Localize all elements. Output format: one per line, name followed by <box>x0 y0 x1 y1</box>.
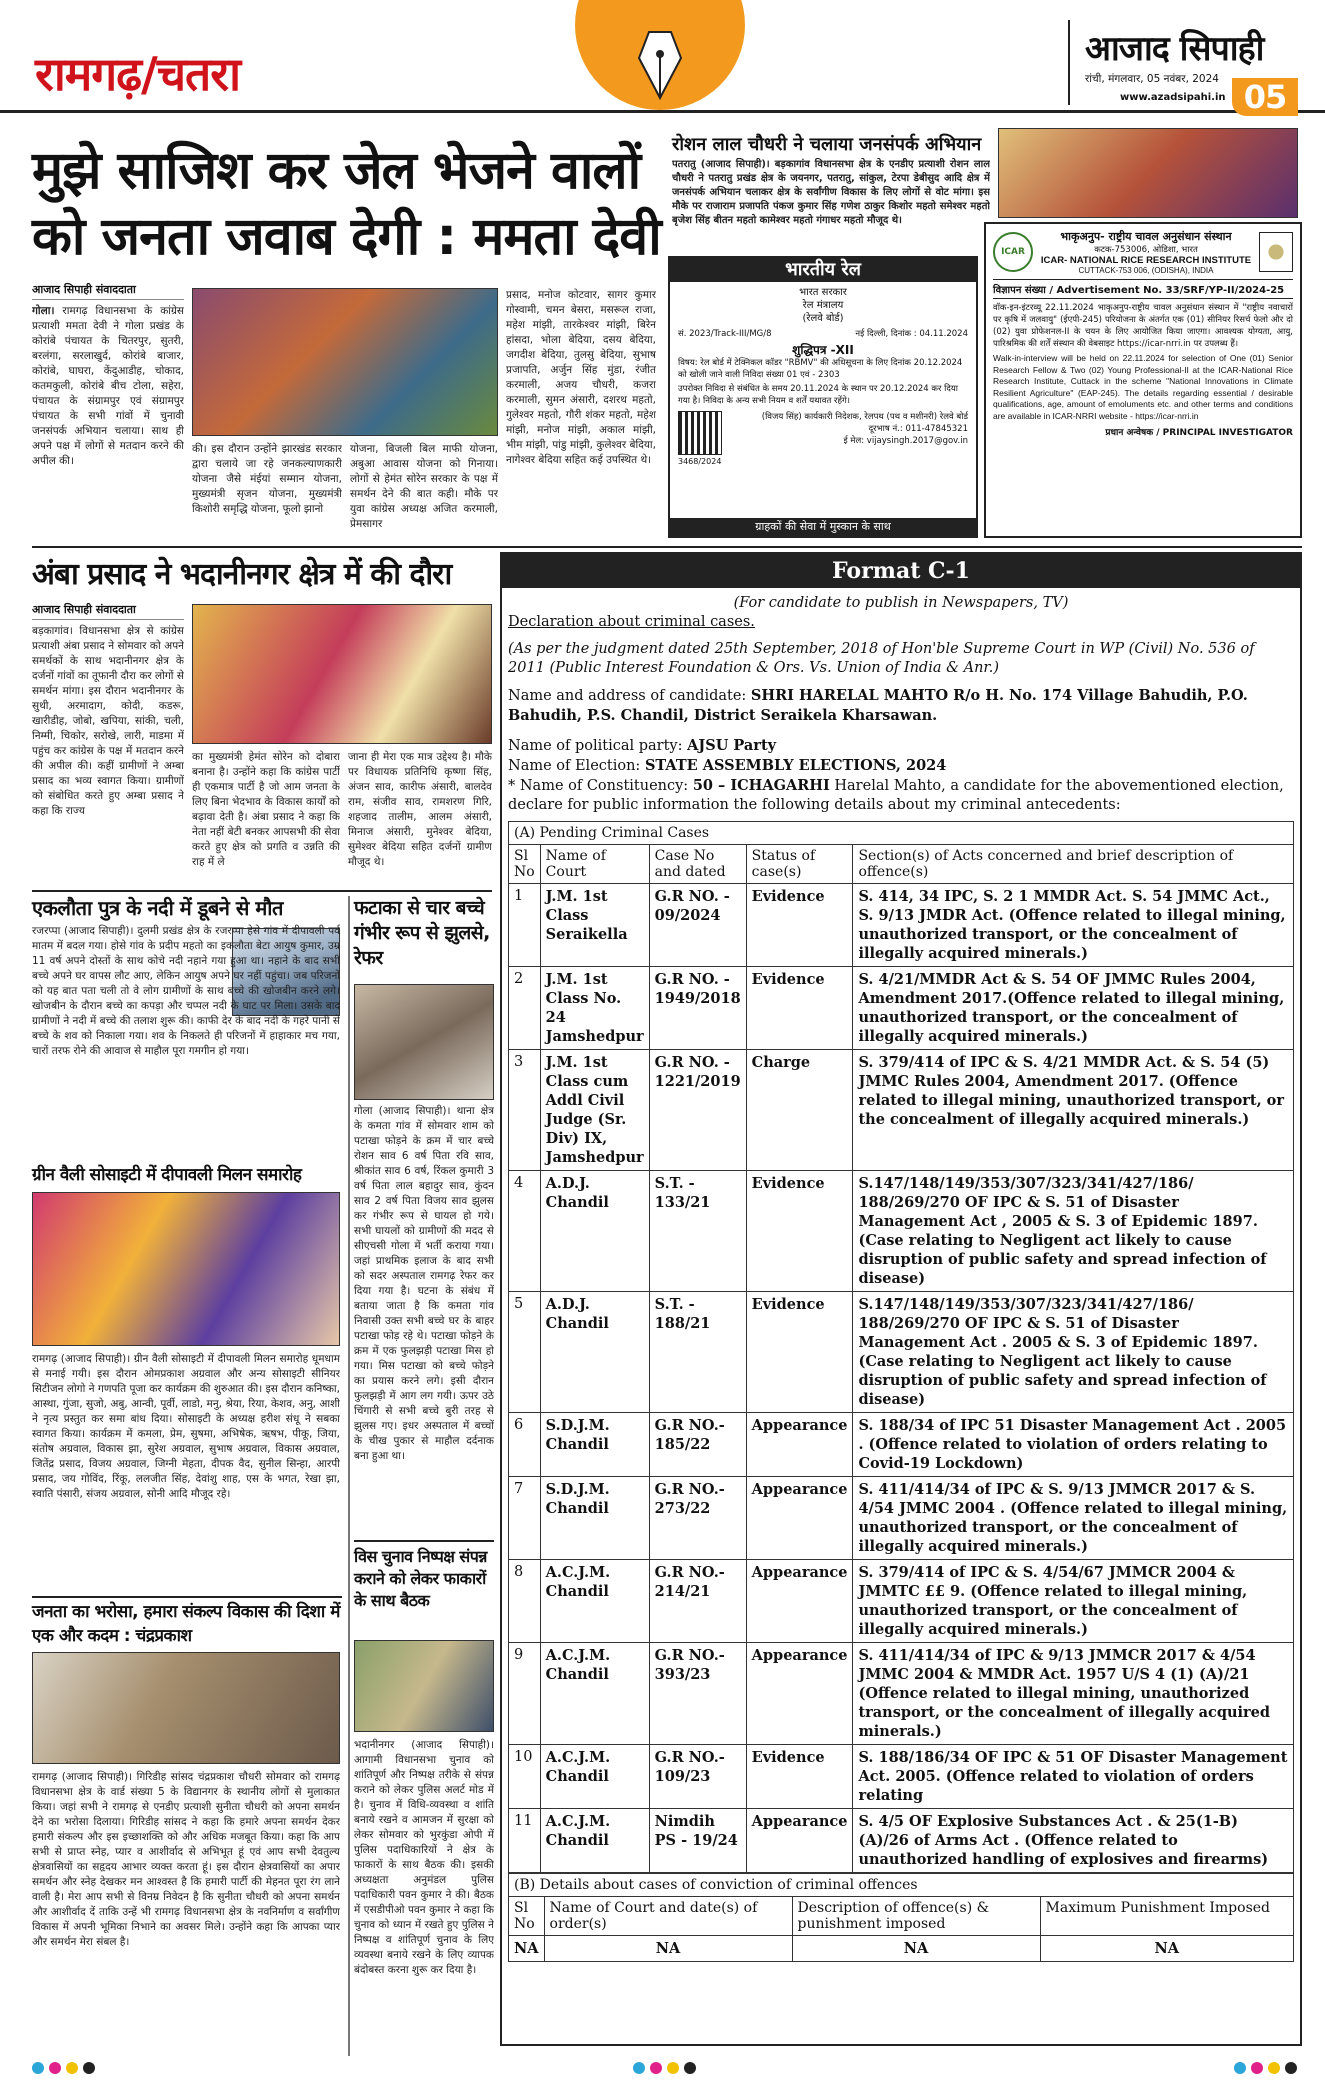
cell-sl: 1 <box>509 884 541 967</box>
story1-col-b: की। इस दौरान उन्होंने झारखंड सरकार द्वारा चलाये जा रहे जनकल्याणकारी योजना जैसे मंईयां सम्मान योजना, मुख्यमंत्री सृजन योजना, मुख्यमंत्री किशोरी समृद्धि योजना, फूलो झानो <box>192 443 342 515</box>
story1-photo <box>192 288 498 436</box>
green-headline: ग्रीन वैली सोसाइटी में दीपावली मिलन समारोह <box>32 1165 302 1185</box>
amba-col-b: का मुख्यमंत्री हेमंत सोरेन को दोबारा बनाना है। उन्होंने कहा कि कांग्रेस पार्टी ही एकमात्र पार्टी है जो आम जनता के लिए बिना भेदभाव के विकास कार्यों को बढ़ावा देती है। अंबा प्रसाद ने कहा कि नेता नहीं बेटी बनकर आपसभी की सेवा करते हुए क्षेत्र को प्रगति व उन्नति की राह में ले <box>192 751 340 868</box>
header-case: Case No and dated <box>649 845 746 884</box>
table-row <box>509 1809 1294 1873</box>
format-c1-title: Format C-1 <box>502 554 1300 588</box>
constituency-row <box>508 776 1294 815</box>
table-row <box>509 1171 1294 1292</box>
section-b-label: (B) Details about cases of conviction of criminal offences <box>509 1874 1294 1897</box>
cell-sl: 5 <box>509 1292 541 1413</box>
table-row <box>509 1477 1294 1560</box>
rail-ad-date: नई दिल्ली, दिनांक : 04.11.2024 <box>855 329 968 339</box>
election-label: Name of Election: <box>508 758 641 774</box>
chandra-headline: जनता का भरोसा, हमारा संकल्प विकास की दिशा में एक और कदम : चंद्रप्रकाश <box>32 1602 340 1646</box>
cell-sections: S. 188/186/34 OF IPC & 51 OF Disaster Management Act. 2005. (Offence related to violation of orders relating <box>853 1745 1294 1809</box>
color-dot <box>1268 2062 1280 2074</box>
cell-sl: 11 <box>509 1809 541 1873</box>
story1-byline: आजाद सिपाही संवाददाता <box>32 282 184 300</box>
cell-court: A.D.J. Chandil <box>540 1292 649 1413</box>
col-rule <box>32 890 492 892</box>
cell-case: S.T. - 188/21 <box>649 1292 746 1413</box>
cell-court: J.M. 1st Class Seraikella <box>540 884 649 967</box>
dateline: रांची, मंगलवार, 05 नवंबर, 2024 <box>1085 73 1219 85</box>
color-dot <box>633 2062 645 2074</box>
rail-ad-footer: ग्राहकों की सेवा में मुस्कान के साथ <box>670 518 976 536</box>
story1-col-a <box>32 304 184 564</box>
cell-sections: S. 414, 34 IPC, S. 2 1 MMDR Act. S. 54 JMMC Act., S. 9/13 JMDR Act. (Offence related to illegal mining, unauthorized transport, or the concealment of illegally acquired minerals.) <box>853 884 1294 967</box>
color-dot <box>83 2062 95 2074</box>
rail-ad-note: उपरोक्त निविदा से संबंधित के समय 20.11.2024 के स्थान पर 20.12.2024 कर दिया गया है। निविदा के अन्य सभी नियम व शर्तें यथावत रहेंगे। <box>678 384 958 406</box>
color-dots-left <box>32 2059 100 2078</box>
fire-headline: फटाका से चार बच्चे गंभीर रूप से झुलसे, रेफर <box>354 897 490 969</box>
color-dot <box>667 2062 679 2074</box>
cell-sl: 9 <box>509 1643 541 1745</box>
cell-sections: S. 4/21/MMDR Act & S. 54 OF JMMC Rules 2004, Amendment 2017.(Offence related to illegal mining, unauthorized transport, or the concealment of illegally acquired minerals.) <box>853 967 1294 1050</box>
icar-advertisement: विज्ञापन संख्या / Advertisement No. 33/SRF/YP-II/2024-25 <box>993 279 1293 299</box>
icar-hindi-name: भाकृअनुप- राष्ट्रीय चावल अनुसंधान संस्थान <box>1060 230 1232 243</box>
icar-english-address: CUTTACK-753 006, (ODISHA), INDIA <box>1078 266 1214 275</box>
rail-ad-signatory: (विजय सिंह) कार्यकारी निदेशक, रेलपथ (पथ व मशीनरी) रेलवे बोर्ड <box>761 412 968 422</box>
party-row <box>508 736 1294 756</box>
b-cell-sl: NA <box>509 1936 545 1962</box>
amba-byline: आजाद सिपाही संवाददाता <box>32 602 184 620</box>
cell-sl: 8 <box>509 1560 541 1643</box>
pending-cases-header <box>509 845 1294 884</box>
cell-court: A.C.J.M. Chandil <box>540 1745 649 1809</box>
rail-ad-title: भारतीय रेल <box>670 258 976 282</box>
cell-status: Evidence <box>746 1171 853 1292</box>
section-a-label: (A) Pending Criminal Cases <box>509 822 1294 845</box>
cell-status: Evidence <box>746 1292 853 1413</box>
cell-status: Appearance <box>746 1477 853 1560</box>
table-row <box>509 1292 1294 1413</box>
conviction-header <box>509 1897 1294 1936</box>
story1-col-d: प्रसाद, मनोज कोटवार, सागर कुमार गोस्वामी, चमन बेसरा, मसरूल राजा, महेश मांझी, तारकेश्वर मांझी, बिरेन हांसदा, भोला बेदिया, दसय बेदिया, जगदीश बेदिया, तुलसु बेदिया, सुभाष प्रजापति, अर्जुन सिंह मुंडा, रंजीत करमाली, अजय चौधरी, कजरा करमाली, सुमन अंसारी, दशरथ महतो, गुलेश्वर महतो, गौरी शंकर महतो, महेश मांझी, मनोज मांझी, अकाल मांझी, भीम मांझी, पांडु मांझी, कुलेश्वर बेदिया, नागेश्वर बेदिया सहित कई उपस्थित थे। <box>506 289 656 466</box>
story1-body-a: रामगढ़ विधानसभा के कांग्रेस प्रत्याशी ममता देवी ने गोला प्रखंड के कोरांबे पंचायत के चितरपुर, सुतरी, बरलंगा, सरलाखुर्द, कोरांबे बाजार, कोरांबे, घाघरा, केंदुआडीह, चोकाद, कतमकुली, कोरांबे बीच टोला, सहेरा, पंचायत के संग्रामपुर एवं संग्रामपुर पंचायत के सभी गांवों में चुनावी जनसंपर्क अभियान चलाया। साथ ही अपने पक्ष में लोगों से मतदान करने की अपील की। <box>32 305 184 467</box>
chandra-body: रामगढ़ (आजाद सिपाही)। गिरिडीह सांसद चंद्रप्रकाश चौधरी सोमवार को रामगढ़ विधानसभा क्षेत्र के वार्ड संख्या 5 के विद्यानगर के स्थानीय लोगों से मुलाकात किया। जहां सभी ने रामगढ़ से एनडीए प्रत्याशी सुनीता चौधरी को अपना समर्थन देने का भरोसा दिलाया। गिरिडीह सांसद ने कहा कि हमारे अपना समर्थन देकर हमारी संकल्प और इस इच्छाशक्ति को और अधिक मजबूत किया। कहा कि आप सभी से प्राप्त स्नेह, प्यार व आशीर्वाद से अभिभूत हूं एवं आप सभी देवतुल्य क्षेत्रवासियों का सहृदय आभार व्यक्त करता हूं। इस दौरान क्षेत्रवासियों का अपार समर्थन और स्नेह देखकर मन आश्वस्त है कि हमारी पार्टी की मेहनत पूरा रंग लाने वाली है। मेरा आप सभी से विनम्र निवेदन है कि सुनीता चौधरी को अपना समर्थन और आशीर्वाद दें ताकि उन्हें भी रामगढ़ विधानसभा क्षेत्र के नवनिर्माण व सर्वांगीण विकास में अपनी भूमिका निभाने का अवसर मिले। उन्होंने कहा कि आपका प्यार और समर्थन मेरा संबल है। <box>32 1771 340 1948</box>
icar-english-body: Walk-in-interview will be held on 22.11.2024 for selection of One (01) Senior Research Fellow & Two (02) Young Professional-II at the ICAR-National Rice Research Institute, Cuttack in the scheme "National Innovations in Climate Resilient Agriculture" (EAP-245). The details regarding essential / desirable qualifications, age, amount of emoluments etc. and other terms and conditions are available in ICAR-NRRI website - https://icar-nrri.in <box>993 353 1293 421</box>
color-dot <box>684 2062 696 2074</box>
candidate-label: Name and address of candidate: <box>508 688 747 704</box>
cell-court: J.M. 1st Class cum Addl Civil Judge (Sr. Div) IX, Jamshedpur <box>540 1050 649 1171</box>
icar-logo: ICAR <box>993 232 1033 272</box>
story1-byline-block <box>32 282 184 564</box>
masthead-divider <box>1068 20 1070 105</box>
table-row <box>509 1050 1294 1171</box>
cell-case: G.R NO. - 09/2024 <box>649 884 746 967</box>
election-value: STATE ASSEMBLY ELECTIONS, 2024 <box>644 757 947 774</box>
cell-status: Evidence <box>746 884 853 967</box>
conviction-row <box>509 1936 1294 1962</box>
rice-emblem-icon <box>1259 232 1293 272</box>
color-dot <box>650 2062 662 2074</box>
table-row <box>509 1560 1294 1643</box>
rail-ad-body: विषय: रेल बोर्ड में टेक्निकल कॉडर "RBMV" की अधिसूचना के लिए दिनांक 20.12.2024 को खोली जाने वाली निविदा संख्या 01 एवं - 2303 <box>678 358 963 380</box>
format-c1-declaration: Declaration about criminal cases. <box>508 614 755 630</box>
amba-col-a: बड़कागांव। विधानसभा क्षेत्र से कांग्रेस प्रत्याशी अंबा प्रसाद ने सोमवार को अपने समर्थकों के साथ भदानीनगर क्षेत्र के दर्जनों गांवों का तूफानी दौरा कर लोगों से समर्थन मांगा। इस दौरान भदानीनगर के सुथी, अरमादाग, कोदी, कडरू, खारीडीह, जोबो, खपिया, सांकी, चली, निम्मी, चिकोर, सरोखे, लारी, माडमा में पहुंच कर कांग्रेस के पक्ष में मतदान करने की अपील की। कहीं ग्रामीणों ने अम्बा प्रसाद का भव्य स्वागत किया। ग्रामीणों को संबोधित करते हुए अम्बा प्रसाद ने कहा कि राज्य <box>32 625 184 817</box>
rail-ad-contact: दूरभाष नं.: 011-47845321 <box>868 424 968 434</box>
party-label: Name of political party: <box>508 738 683 754</box>
b-cell-description: NA <box>792 1936 1040 1962</box>
rail-ad-email: ई मेल: vijaysingh.2017@gov.in <box>843 436 968 446</box>
cell-case: G.R NO.- 273/22 <box>649 1477 746 1560</box>
cell-sections: S. 411/414/34 of IPC & 9/13 JMMCR 2017 & 4/54 JMMC 2004 & MMDR Act. 1957 U/S 4 (1) (A)/21 (Offence related to illegal mining, unauthorized transport, or the concealment of illegally acquired minerals.) <box>853 1643 1294 1745</box>
pending-cases-table <box>508 821 1294 1873</box>
amba-col-c: जाना ही मेरा एक मात्र उद्देश्य है। मौके पर विधायक प्रतिनिधि कृष्णा सिंह, अंजन साव, कारीफ अंसारी, बालदेव राम, संजीव साव, रामशरण गिरि, शहजाद तालीम, आलम अंसारी, मिनाज अंसारी, मुनेश्वर बेदिया, सुमेश्वर बेदिया सहित दर्जनों ग्रामीण मौजूद थे। <box>348 751 492 868</box>
roshan-headline: रोशन लाल चौधरी ने चलाया जनसंपर्क अभियान <box>672 134 982 155</box>
col-rule-3 <box>354 1540 494 1542</box>
table-row <box>509 884 1294 967</box>
table-row <box>509 1745 1294 1809</box>
cell-status: Appearance <box>746 1560 853 1643</box>
party-value: AJSU Party <box>687 737 777 754</box>
cell-case: G.R NO. - 1221/2019 <box>649 1050 746 1171</box>
amba-photo <box>192 604 492 744</box>
fire-body: गोला (आजाद सिपाही)। थाना क्षेत्र के कमता गांव में सोमवार शाम को पटाखा फोड़ने के क्रम में चार बच्चे रोशन साव 6 वर्ष पिता रवि साव, श्रीकांत साव 6 वर्ष, रिंकल कुमारी 3 वर्ष पिता लाल बहादुर साव, कुंदन साव 2 वर्ष पिता विजय साव झुलस कर गंभीर रूप से घायल हो गये। सभी घायलों को ग्रामीणों की मदद से सीएचसी गोला में भर्ती कराया गया। जहां प्राथमिक इलाज के बाद सभी को सदर अस्पताल रामगढ़ रेफर कर दिया गया है। घटना के संबंध में बताया जाता है कि कमता गांव निवासी उक्त सभी बच्चे घर के बाहर पटाखा फोड़ रहे थे। पटाखा फोड़ने के क्रम में एक फुलझड़ी पटाखा मिस हो गया। मिस पटाखा को बच्चे फोड़ने का प्रयास करने लगे। इसी दौरान फुलझड़ी में आग लग गयी। ऊपर उठे चिंगारी से सभी बच्चे बुरी तरह से झुलस गए। इधर अस्पताल में बच्चों के चीख पुकार से माहौल दर्दनाक बना हुआ था। <box>354 1105 494 1462</box>
color-dot <box>1285 2062 1297 2074</box>
color-dot <box>66 2062 78 2074</box>
b-header-punishment: Maximum Punishment Imposed <box>1040 1897 1293 1936</box>
cell-court: S.D.J.M. Chandil <box>540 1413 649 1477</box>
page-number: 05 <box>1232 78 1298 116</box>
table-row <box>509 1413 1294 1477</box>
table-row <box>509 1643 1294 1745</box>
b-cell-court: NA <box>544 1936 792 1962</box>
vidhi-body: भदानीनगर (आजाद सिपाही)। आगामी विधानसभा चुनाव को शांतिपूर्ण और निष्पक्ष तरीके से संपन्न कराने को लेकर पुलिस अलर्ट मोड में है। चुनाव में विधि-व्यवस्था व शांति बनाये रखने व आमजन में सुरक्षा को लेकर सोमवार को भुरकुंडा ओपी में पुलिस पदाधिकारियों ने क्षेत्र के फाकारों के साथ बैठक की। इसकी अध्यक्षता अनुमंडल पुलिस पदाधिकारी पवन कुमार ने की। बैठक में एसडीपीओ पवन कुमार ने कहा कि चुनाव को ध्यान में रखते हुए पुलिस ने निष्पक्ष व शांतिपूर्ण चुनाव के लिए व्यवस्था बनाये रखने के लिए व्यापक बंदोबस्त करना शुरू कर दिया है। <box>354 1739 494 1976</box>
masthead <box>0 0 1325 125</box>
header-sections: Section(s) of Acts concerned and brief description of offence(s) <box>853 845 1294 884</box>
icar-hindi-address: कटक-753006, ओडिशा, भारत <box>1094 245 1198 255</box>
cell-case: Nimdih PS - 19/24 <box>649 1809 746 1873</box>
drown-headline: एकलौता पुत्र के नदी में डूबने से मौत <box>32 896 283 920</box>
cell-sections: S.147/148/149/353/307/323/341/427/186/ 188/269/270 OF IPC & S. 51 of Disaster Management Act , 2005 & S. 3 of Epidemic 1897. (Case relating to Negligent act likely to cause disruption of public safety and spread infection of disease) <box>853 1171 1294 1292</box>
section-title: रामगढ़/चतरा <box>35 47 240 101</box>
cell-court: J.M. 1st Class No. 24 Jamshedpur <box>540 967 649 1050</box>
masthead-rule <box>0 110 1325 113</box>
cell-status: Appearance <box>746 1809 853 1873</box>
cell-sl: 4 <box>509 1171 541 1292</box>
col-rule-2 <box>32 1596 342 1598</box>
format-c1-notice <box>500 552 1302 2046</box>
rail-ad-code: 3468/2024 <box>678 457 722 466</box>
col-divider <box>348 896 350 2056</box>
cell-case: S.T. - 133/21 <box>649 1171 746 1292</box>
cell-case: G.R NO.- 109/23 <box>649 1745 746 1809</box>
candidate-value: SHRI HARELAL MAHTO R/o H. No. 174 Village Bahudih, P.O. Bahudih, P.S. Chandil, District Seraikela Kharsawan. <box>508 687 1248 724</box>
icar-hindi-body: वॉक-इन-इंटरव्यू 22.11.2024 भाकृअनुप-राष्ट्रीय चावल अनुसंधान संस्थान में "राष्ट्रीय नवाचारों पर कृषि में जलवायु" (ईएपी-245) परियोजना के अंतर्गत एक (01) सीनियर रिसर्च फेलो और दो (02) युवा प्रोफेशनल-II के चयन के लिए आयोजित किया जाएगा। आवश्यक योग्यता, आयु, पारिश्रमिक की शर्तें संस्थान की वेबसाइट https://icar-nrri.in पर उपलब्ध हैं। <box>993 303 1293 349</box>
header-sl: Sl No <box>509 845 541 884</box>
cell-status: Appearance <box>746 1413 853 1477</box>
cell-status: Appearance <box>746 1643 853 1745</box>
rail-ad-line1: भारत सरकार <box>799 287 847 298</box>
qr-code-icon <box>678 411 722 455</box>
cell-court: A.C.J.M. Chandil <box>540 1809 649 1873</box>
story1-headline: मुझे साजिश कर जेल भेजने वालों को जनता जवाब देगी : ममता देवी <box>32 141 661 267</box>
conviction-table <box>508 1873 1294 1962</box>
constituency-value: 50 – ICHAGARHI <box>692 777 830 794</box>
color-dot <box>32 2062 44 2074</box>
cell-case: G.R NO.- 185/22 <box>649 1413 746 1477</box>
amba-headline: अंबा प्रसाद ने भदानीनगर क्षेत्र में की दौरा <box>32 557 452 592</box>
cell-sections: S.147/148/149/353/307/323/341/427/186/ 188/269/270 OF IPC & S. 51 of Disaster Management Act . 2005 & S. 3 of Epidemic 1897. (Case relating to Negligent act likely to cause disruption of public safety and spread infection of disease) <box>853 1292 1294 1413</box>
header-court: Name of Court <box>540 845 649 884</box>
cell-court: S.D.J.M. Chandil <box>540 1477 649 1560</box>
constituency-tail: Harelal Mahto, a candidate for the abovementioned election, declare for public information the following details about my criminal antecedents: <box>508 778 1284 813</box>
cell-court: A.C.J.M. Chandil <box>540 1643 649 1745</box>
format-c1-subtitle: (For candidate to publish in Newspapers, TV) <box>733 595 1069 611</box>
icar-signatory: प्रधान अन्वेषक / PRINCIPAL INVESTIGATOR <box>1105 428 1293 438</box>
color-dots-right <box>1234 2059 1302 2078</box>
b-header-sl: Sl No <box>509 1897 545 1936</box>
footer-color-bar <box>32 2060 1302 2076</box>
rail-ad-line3: (रेलवे बोर्ड) <box>802 313 844 324</box>
cell-sections: S. 379/414 of IPC & S. 4/21 MMDR Act. & S. 54 (5) JMMC Rules 2004, Amendment 2017. (Offence related to illegal mining, unauthorized transport, or the concealment of illegally acquired minerals.) <box>853 1050 1294 1171</box>
cell-sl: 10 <box>509 1745 541 1809</box>
green-photo <box>32 1192 340 1346</box>
website: www.azadsipahi.in <box>1120 92 1226 103</box>
cell-status: Charge <box>746 1050 853 1171</box>
cell-court: A.D.J. Chandil <box>540 1171 649 1292</box>
cell-status: Evidence <box>746 967 853 1050</box>
b-header-court: Name of Court and date(s) of order(s) <box>544 1897 792 1936</box>
roshan-photo <box>998 128 1298 218</box>
cell-sections: S. 379/414 of IPC & S. 4/54/67 JMMCR 2004 & JMMTC ££ 9. (Offence related to illegal mining, unauthorized transport, or the concealment of illegally acquired minerals.) <box>853 1560 1294 1643</box>
chandra-photo <box>32 1652 340 1764</box>
rail-ad-ref: सं. 2023/Track-III/MG/8 <box>678 329 772 339</box>
rail-ad-corrigendum: शुद्धिपत्र -XII <box>792 343 854 357</box>
format-c1-judgment: (As per the judgment dated 25th September, 2018 of Hon'ble Supreme Court in WP (Civil) No. 536 of 2011 (Public Interest Foundation & Ors. Vs. Union of India & Anr.) <box>508 641 1255 676</box>
nib-shape-icon <box>633 28 687 100</box>
cell-case: G.R NO.- 393/23 <box>649 1643 746 1745</box>
section-rule <box>32 546 1302 548</box>
cell-sections: S. 188/34 of IPC 51 Disaster Management Act . 2005 . (Offence related to violation of orders relating to Covid-19 Lockdown) <box>853 1413 1294 1477</box>
cell-sections: S. 4/5 OF Explosive Substances Act . & 25(1-B) (A)/26 of Arms Act . (Offence related to unauthorized handling of explosives and firearms) <box>853 1809 1294 1873</box>
b-header-description: Description of offence(s) & punishment imposed <box>792 1897 1040 1936</box>
format-c1-candidate-row <box>508 686 1294 726</box>
color-dot <box>1251 2062 1263 2074</box>
cell-case: G.R NO.- 214/21 <box>649 1560 746 1643</box>
story1-dateline: गोला। <box>32 305 55 317</box>
vidhi-headline: विस चुनाव निष्पक्ष संपन्न कराने को लेकर फाकारों के साथ बैठक <box>354 1547 487 1610</box>
cell-sections: S. 411/414/34 of IPC & S. 9/13 JMMCR 2017 & S. 4/54 JMMC 2004 . (Offence related to illegal mining, unauthorized transport, or the concealment of illegally acquired minerals.) <box>853 1477 1294 1560</box>
drown-body: रजरप्पा (आजाद सिपाही)। दुलमी प्रखंड क्षेत्र के रजरप्पा हेसे गांव में दीपावली पर्व मातम में बदल गया। होसे गांव के प्रदीप महतो का इकलौता बेटा आयुष कुमार, उम्र 11 वर्ष अपने दोस्तों के साथ कोचे नदी नहाने गया हुआ था। नहाने के बाद सभी बच्चे अपने घर वापस लौट आए, लेकिन आयुष अपने घर नहीं पहुंचा। जब परिजनों को यह बात पता चली तो वे लोग ग्रामीणों के साथ बच्चे की खोजबीन करने लगे। खोजबीन के दौरान बच्चे का कपड़ा और चप्पल नदी के घाट पर मिला। उसके बाद ग्रामीणों ने नदी में बच्चे की तलाश शुरू की। काफी देर के बाद नदी के गहरे पानी से बच्चे के शव को निकाला गया। शव के निकलते ही परिजनों में हाहाकार मच गया, चारों तरफ रोने की आवाज से माहौल पूरा गमगीन हो गया। <box>32 925 340 1057</box>
header-status: Status of case(s) <box>746 845 853 884</box>
color-dots-middle <box>633 2059 701 2078</box>
green-body: रामगढ़ (आजाद सिपाही)। ग्रीन वैली सोसाइटी में दीपावली मिलन समारोह धूमधाम से मनाई गयी। इस दौरान ओमप्रकाश अग्रवाल और अन्य सोसाइटी सीनियर सिटीजन लोगो ने गणपति पूजा कर कार्यक्रम की शुरुआत की। इस दौरान कनिष्का, आस्था, गुंजा, सुजो, अबु, आन्वी, पूर्वी, लाडो, मनु, श्रेया, रिया, केशव, अनु, आशी ने नृत्य प्रस्तुत कर समा बांध दिया। सोसाइटी के अध्यक्ष हरीश संधू ने सबका स्वागत किया। कार्यक्रम में कमला, प्रेम, सुषमा, अभिषेक, ऋषभ, पीकू, जिया, संतोष अग्रवाल, विकास झा, सुरेश अग्रवाल, सुभाष अग्रवाल, विकास अग्रवाल, जितेंद्र प्रसाद, विजय अग्रवाल, जिग्नी मेहता, दीपक वैद, सुनील सिन्हा, आरपी प्रसाद, जय गोविंद, रिंकू, ललजीत सिंह, देवांशु शाह, एस के भगत, रेखा झा, स्वाति पंसारी, संजय अग्रवाल, सोनी आदि मौजूद रहे। <box>32 1353 340 1500</box>
table-row <box>509 967 1294 1050</box>
election-row <box>508 756 1294 776</box>
b-cell-punishment: NA <box>1040 1936 1293 1962</box>
fire-photo <box>354 984 494 1100</box>
color-dot <box>49 2062 61 2074</box>
cell-court: A.C.J.M. Chandil <box>540 1560 649 1643</box>
color-dot <box>1234 2062 1246 2074</box>
vidhi-photo <box>354 1640 494 1732</box>
cell-status: Evidence <box>746 1745 853 1809</box>
paper-name: आजाद सिपाही <box>1085 29 1264 69</box>
icar-english-name: ICAR- NATIONAL RICE RESEARCH INSTITUTE <box>1040 255 1252 266</box>
icar-ad <box>984 222 1302 538</box>
cell-sl: 6 <box>509 1413 541 1477</box>
rail-ad <box>668 256 978 538</box>
rail-ad-line2: रेल मंत्रालय <box>802 300 844 311</box>
cell-case: G.R NO. - 1949/2018 <box>649 967 746 1050</box>
roshan-body: पतरातु (आजाद सिपाही)। बड़कागांव विधानसभा क्षेत्र के एनडीए प्रत्याशी रोशन लाल चौधरी ने पतरातु प्रखंड क्षेत्र के जयनगर, पतरातु, सांकुल, टेरपा डेबीसुद आदि क्षेत्र में जनसंपर्क अभियान चलाकर क्षेत्र के सर्वांगीण विकास के लिए लोगों से वोट मांगा। इस मौके पर राजाराम प्रजापति पंकज कुमार सिंह गणेश ठाकुर किशोर महतो समेश्वर महतो बृजेश सिंह बीतन महतो कामेश्वर महतो गंगाधर महतो मौजूद थे। <box>672 159 990 226</box>
cell-sl: 7 <box>509 1477 541 1560</box>
story1-col-c: योजना, बिजली बिल माफी योजना, अबुआ आवास योजना को गिनाया। लोगों से हेमंत सोरेन सरकार के पक्ष में समर्थन देने की बात कही। मौके पर युवा कांग्रेस अध्यक्ष अजित करमाली, प्रेमसागर <box>350 443 498 530</box>
constituency-label: * Name of Constituency: <box>508 778 689 794</box>
cell-sl: 2 <box>509 967 541 1050</box>
cell-sl: 3 <box>509 1050 541 1171</box>
